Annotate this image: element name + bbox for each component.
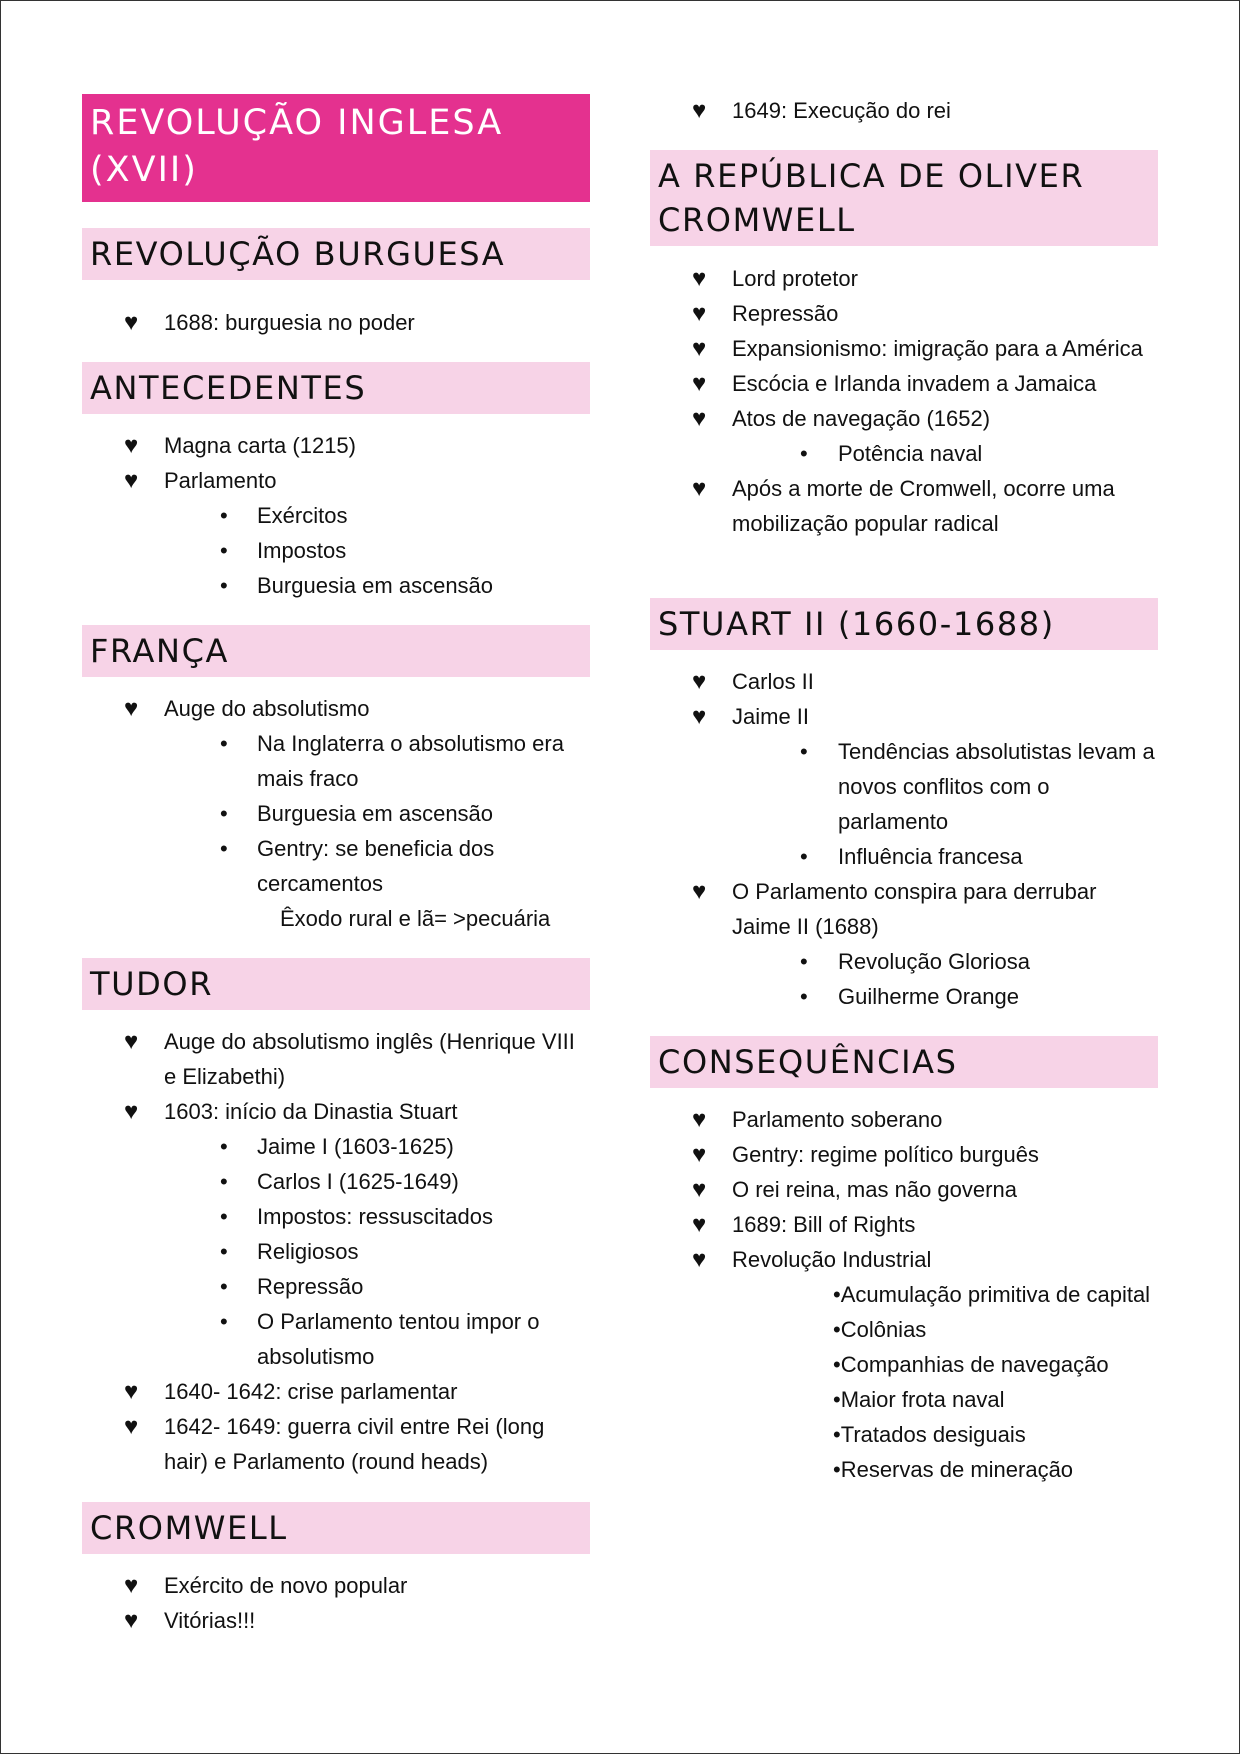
bullet-icon: • (220, 731, 228, 756)
heading-tudor: TUDOR (82, 958, 590, 1010)
sub-list-item: • Exércitos (82, 498, 590, 533)
heading-republica-cromwell: A REPÚBLICA DE OLIVER CROMWELL (650, 150, 1158, 246)
bullet-icon: • (833, 1317, 841, 1342)
bullet-icon: • (220, 1169, 228, 1194)
list-item: ♥ Após a morte de Cromwell, ocorre uma mobilização popular radical (650, 471, 1158, 541)
list-item: ♥ Parlamento (82, 463, 590, 498)
sub-list-item: • Gentry: se beneficia dos cercamentos (82, 831, 590, 901)
list-top (650, 93, 1158, 128)
heart-bullet-icon: ♥ (124, 432, 139, 459)
sub-list-item: • Revolução Gloriosa (650, 944, 1158, 979)
list-stuart (650, 664, 1158, 1014)
bullet-icon: • (220, 1204, 228, 1229)
sub-list-item: •Companhias de navegação (833, 1352, 1109, 1377)
bullet-icon: • (833, 1282, 841, 1307)
document-title: REVOLUÇÃO INGLESA (XVII) (82, 94, 590, 202)
sub-list-item: • Na Inglaterra o absolutismo era mais fraco (82, 726, 590, 796)
heart-bullet-icon: ♥ (692, 97, 707, 124)
list-consequencias (650, 1102, 1158, 1487)
bullet-icon: • (220, 538, 228, 563)
bullet-icon: • (833, 1457, 841, 1482)
sub-list-item: • Tendências absolutistas levam a novos conflitos com o parlamento (650, 734, 1158, 839)
heart-bullet-icon: ♥ (124, 1378, 139, 1405)
list-item: ♥ O Parlamento conspira para derrubar Jaime II (1688) (650, 874, 1158, 944)
heart-bullet-icon: ♥ (692, 878, 707, 905)
list-item: ♥ Jaime II (650, 699, 1158, 734)
list-cromwell (82, 1568, 590, 1638)
sub-list-item: • Impostos: ressuscitados (82, 1199, 590, 1234)
bullet-icon: • (800, 739, 808, 764)
list-item: ♥ Atos de navegação (1652) (650, 401, 1158, 436)
sub-list-item: • Jaime I (1603-1625) (82, 1129, 590, 1164)
indented-note: Êxodo rural e lã= >pecuária (280, 906, 551, 931)
list-item: ♥ Lord protetor (650, 261, 1158, 296)
list-item: ♥ 1689: Bill of Rights (650, 1207, 1158, 1242)
bullet-icon: • (833, 1352, 841, 1377)
heading-franca: FRANÇA (82, 625, 590, 677)
sub-list-item: •Reservas de mineração (833, 1457, 1074, 1482)
list-tudor (82, 1024, 590, 1479)
sub-list-item: •Maior frota naval (833, 1387, 1005, 1412)
heart-bullet-icon: ♥ (692, 265, 707, 292)
list-item: ♥ Escócia e Irlanda invadem a Jamaica (650, 366, 1158, 401)
bullet-icon: • (220, 801, 228, 826)
heart-bullet-icon: ♥ (692, 668, 707, 695)
heart-bullet-icon: ♥ (124, 1607, 139, 1634)
heart-bullet-icon: ♥ (692, 1176, 707, 1203)
list-item: ♥ 1649: Execução do rei (650, 93, 1158, 128)
sub-list-item: • Influência francesa (650, 839, 1158, 874)
list-republica (650, 261, 1158, 541)
heart-bullet-icon: ♥ (692, 1211, 707, 1238)
list-item: ♥ O rei reina, mas não governa (650, 1172, 1158, 1207)
heart-bullet-icon: ♥ (692, 370, 707, 397)
heart-bullet-icon: ♥ (124, 467, 139, 494)
list-item: ♥ Carlos II (650, 664, 1158, 699)
heart-bullet-icon: ♥ (124, 1572, 139, 1599)
heart-bullet-icon: ♥ (692, 300, 707, 327)
sub-list-item: • Impostos (82, 533, 590, 568)
bullet-icon: • (833, 1387, 841, 1412)
heart-bullet-icon: ♥ (124, 695, 139, 722)
heart-bullet-icon: ♥ (124, 1413, 139, 1440)
heart-bullet-icon: ♥ (124, 309, 139, 336)
heart-bullet-icon: ♥ (692, 475, 707, 502)
list-item: ♥ 1603: início da Dinastia Stuart (82, 1094, 590, 1129)
list-item: ♥ 1642- 1649: guerra civil entre Rei (long hair) e Parlamento (round heads) (82, 1409, 590, 1479)
sub-list-item: • Burguesia em ascensão (82, 796, 590, 831)
sub-list-item: •Tratados desiguais (833, 1422, 1026, 1447)
list-item: ♥ Parlamento soberano (650, 1102, 1158, 1137)
list-item: ♥ Vitórias!!! (82, 1603, 590, 1638)
bullet-icon: • (800, 949, 808, 974)
sub-list-item: • Repressão (82, 1269, 590, 1304)
sub-list-item: • Potência naval (650, 436, 1158, 471)
heart-bullet-icon: ♥ (692, 405, 707, 432)
heart-bullet-icon: ♥ (124, 1028, 139, 1055)
heading-consequencias: CONSEQUÊNCIAS (650, 1036, 1158, 1088)
heading-stuart-ii: STUART II (1660-1688) (650, 598, 1158, 650)
sub-list-item: • Burguesia em ascensão (82, 568, 590, 603)
bullet-icon: • (220, 1239, 228, 1264)
heading-revolucao-burguesa: REVOLUÇÃO BURGUESA (82, 228, 590, 280)
heading-cromwell: CROMWELL (82, 1502, 590, 1554)
bullet-icon: • (220, 1134, 228, 1159)
heart-bullet-icon: ♥ (692, 1246, 707, 1273)
bullet-icon: • (220, 503, 228, 528)
sub-list-item: •Acumulação primitiva de capital (833, 1282, 1151, 1307)
list-item: ♥ Magna carta (1215) (82, 428, 590, 463)
list-item: ♥ Exército de novo popular (82, 1568, 590, 1603)
list-item: ♥ Expansionismo: imigração para a América (650, 331, 1158, 366)
heart-bullet-icon: ♥ (692, 335, 707, 362)
list-item: ♥ Gentry: regime político burguês (650, 1137, 1158, 1172)
heart-bullet-icon: ♥ (124, 1098, 139, 1125)
bullet-icon: • (800, 844, 808, 869)
list-antecedentes (82, 428, 590, 603)
list-item: ♥ 1640- 1642: crise parlamentar (82, 1374, 590, 1409)
sub-list-item: • Carlos I (1625-1649) (82, 1164, 590, 1199)
bullet-icon: • (833, 1422, 841, 1447)
bullet-icon: • (220, 1309, 228, 1334)
sub-list-item: • Religiosos (82, 1234, 590, 1269)
list-item: ♥ Auge do absolutismo (82, 691, 590, 726)
list-revolucao-burguesa (82, 305, 590, 340)
list-item: ♥ Revolução Industrial (650, 1242, 1158, 1277)
list-franca (82, 691, 590, 936)
bullet-icon: • (220, 573, 228, 598)
heart-bullet-icon: ♥ (692, 1141, 707, 1168)
list-item: ♥ 1688: burguesia no poder (82, 305, 590, 340)
list-item: ♥ Repressão (650, 296, 1158, 331)
heading-antecedentes: ANTECEDENTES (82, 362, 590, 414)
bullet-icon: • (800, 441, 808, 466)
heart-bullet-icon: ♥ (692, 703, 707, 730)
sub-list-item: •Colônias (833, 1317, 927, 1342)
sub-list-item: • Guilherme Orange (650, 979, 1158, 1014)
list-item: ♥ Auge do absolutismo inglês (Henrique VIII e Elizabethi) (82, 1024, 590, 1094)
bullet-icon: • (220, 836, 228, 861)
sub-list-item: • O Parlamento tentou impor o absolutismo (82, 1304, 590, 1374)
bullet-icon: • (220, 1274, 228, 1299)
heart-bullet-icon: ♥ (692, 1106, 707, 1133)
bullet-icon: • (800, 984, 808, 1009)
